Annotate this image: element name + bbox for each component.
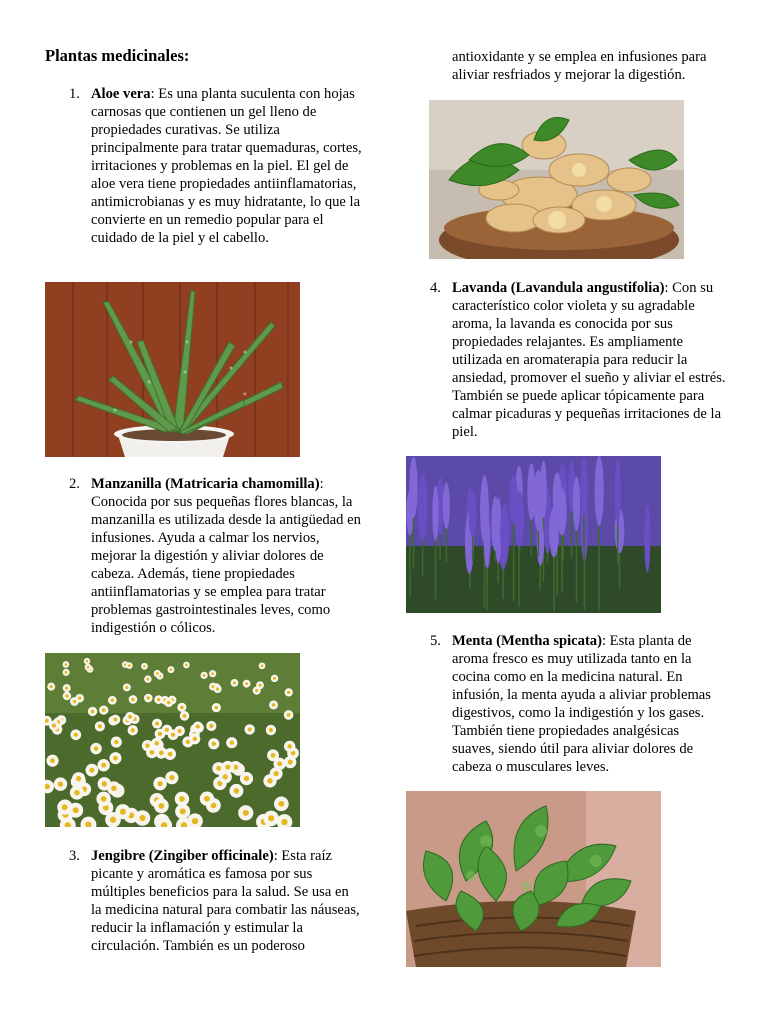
list-number: 4. xyxy=(430,280,441,296)
aloe-vera-photo xyxy=(45,282,300,457)
list-item-lavender xyxy=(430,279,728,441)
list-item-text xyxy=(91,475,365,637)
list-item-chamomile xyxy=(69,475,365,637)
list-item-ginger-continuation xyxy=(452,48,722,84)
list-item-text xyxy=(91,847,361,955)
list-item-text xyxy=(452,632,724,776)
list-number: 5. xyxy=(430,633,441,649)
ginger-photo xyxy=(429,100,684,259)
list-item-text: antioxidante y se emplea en infusiones para aliviar resfriados y mejorar la digestión. xyxy=(452,49,707,83)
plant-name: Jengibre (Zingiber officinale) xyxy=(91,848,274,864)
list-item-text xyxy=(91,85,363,247)
list-item-text xyxy=(452,279,728,441)
lavender-photo xyxy=(406,456,661,613)
list-number: 2. xyxy=(69,476,80,492)
plant-name: Menta (Mentha spicata) xyxy=(452,633,602,649)
list-number: 1. xyxy=(69,86,80,102)
plant-name: Aloe vera xyxy=(91,86,151,102)
plant-description: : Esta planta de aroma fresco es muy utilizada tanto en la cocina como en la medicina natural. En infusión, la menta ayuda a aliviar problemas digestivos, como la indigestión y los gases. También tiene propiedades analgésicas suaves, siendo útil para aliviar dolores de cabeza o musculares leves. xyxy=(452,633,711,775)
mint-photo xyxy=(406,791,661,967)
list-item-mint xyxy=(430,632,724,776)
list-number: 3. xyxy=(69,848,80,864)
plant-description: : Conocida por sus pequeñas flores blancas, la manzanilla es utilizada desde la antigüedad en infusiones. Ayuda a calmar los nervios, mejorar la digestión y aliviar dolores de cabeza. Además, tiene propiedades antiinflamatorias y se emplea para tratar problemas gastrointestinales leves, como indigestión o cólicos. xyxy=(91,476,361,636)
plant-name: Manzanilla (Matricaria chamomilla) xyxy=(91,476,320,492)
list-item-aloe-vera xyxy=(69,85,363,247)
plant-description: : Con su característico color violeta y su agradable aroma, la lavanda es conocida por sus propiedades relajantes. Es ampliamente utilizada en aromaterapia para reducir la ansiedad, promover el sueño y aliviar el estrés. También se puede aplicar tópicamente para calmar picaduras y pequeñas irritaciones de la piel. xyxy=(452,280,726,440)
plant-description: : Es una planta suculenta con hojas carnosas que contienen un gel lleno de propiedades curativas. Se utiliza principalmente para tratar quemaduras, cortes, irritaciones y problemas en la piel. El gel de aloe vera tiene propiedades antiinflamatorias, antimicrobianas y es muy hidratante, lo que la convierte en un remedio popular para el cuidado de la piel y el cabello. xyxy=(91,86,362,246)
list-item-ginger xyxy=(69,847,361,955)
plant-description: : Esta raíz picante y aromática es famosa por sus múltiples beneficios para la salud. Se usa en la medicina natural para combatir las náuseas, reducir la inflamación y estimular la circulación. También es un poderoso xyxy=(91,848,360,954)
chamomile-photo xyxy=(45,653,300,827)
plant-name: Lavanda (Lavandula angustifolia) xyxy=(452,280,665,296)
document-title: Plantas medicinales: xyxy=(45,46,190,65)
